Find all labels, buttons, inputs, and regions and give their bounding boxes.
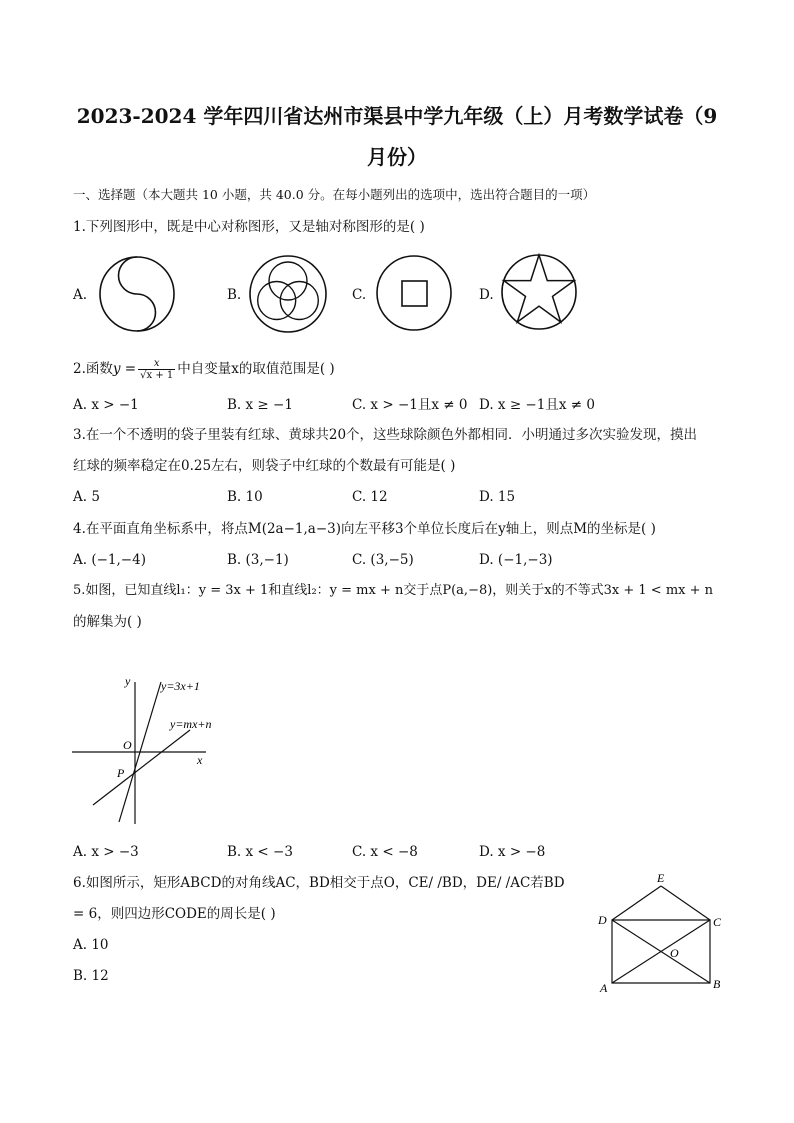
q5-line-graph-figure	[66, 668, 236, 828]
q3-option-d: D. 15	[479, 489, 516, 505]
section-heading: 一、选择题（本大题共 10 小题，共 40.0 分。在每小题列出的选项中，选出符合题目的一项）	[73, 187, 596, 202]
question-6-line1: 6.如图所示，矩形ABCD的对角线AC，BD相交于点O，CE/ /BD，DE/ /AC若BD	[73, 875, 565, 891]
question-4-stem: 4.在平面直角坐标系中，将点M(2a−1,a−3)向左平移3个单位长度后在y轴上，则点M的坐标是( )	[73, 521, 656, 537]
q5-option-b: B. x < −3	[227, 844, 293, 860]
q1-option-c-label: C.	[352, 287, 367, 303]
vertex-d-label: D	[598, 913, 607, 927]
vertex-c-label: C	[713, 915, 722, 929]
q1-yin-yang-figure	[96, 254, 180, 334]
question-5-line2: 的解集为( )	[73, 614, 142, 630]
q5-option-c: C. x < −8	[352, 844, 418, 860]
segment-de	[612, 886, 661, 920]
question-2-stem	[73, 358, 335, 381]
q4-option-c: C. (3,−5)	[352, 552, 414, 568]
q2-frac-den: √x + 1	[140, 370, 174, 381]
q6-option-a: A. 10	[73, 937, 109, 953]
circle	[502, 255, 576, 329]
q2-option-c: C. x > −1且x ≠ 0	[352, 397, 468, 413]
q2-option-d: D. x ≥ −1且x ≠ 0	[479, 397, 595, 413]
question-6-line2: = 6，则四边形CODE的周长是( )	[73, 906, 276, 922]
q1-option-b-label: B.	[227, 287, 242, 303]
q2-option-b: B. x ≥ −1	[227, 397, 293, 413]
vertex-e-label: E	[657, 871, 665, 885]
vertex-a-label: A	[600, 981, 608, 995]
line-l2	[93, 730, 190, 805]
q1-circle-star-figure	[499, 252, 579, 332]
q6-option-b: B. 12	[73, 968, 109, 984]
q5-option-a: A. x > −3	[73, 844, 139, 860]
q2-frac-num: x	[138, 358, 175, 370]
q5-option-d: D. x > −8	[479, 844, 546, 860]
q3-option-c: C. 12	[352, 489, 388, 505]
y-axis-label: y	[125, 674, 131, 688]
center-o-label: O	[670, 946, 679, 960]
vertex-b-label: B	[713, 977, 721, 991]
paper-title-line1: 2023-2024 学年四川省达州市渠县中学九年级（上）月考数学试卷（9	[76, 104, 718, 128]
q2-stem-post: 中自变量x的取值范围是( )	[177, 361, 335, 377]
yinyang-s-curve	[119, 257, 156, 331]
question-3-line1: 3.在一个不透明的袋子里装有红球、黄球共20个，这些球除颜色外都相同．小明通过多次实验发现，摸出	[73, 427, 698, 443]
question-3-line2: 红球的频率稳定在0.25左右，则袋子中红球的个数最有可能是( )	[73, 458, 456, 474]
q3-option-a: A. 5	[73, 489, 100, 505]
circle	[377, 256, 451, 330]
q1-option-a-label: A.	[73, 287, 88, 303]
q4-option-a: A. (−1,−4)	[73, 552, 146, 568]
q4-option-d: D. (−1,−3)	[479, 552, 553, 568]
q6-rectangle-figure	[592, 868, 732, 996]
square	[402, 281, 427, 306]
segment-ce	[661, 886, 710, 920]
q2-fraction	[138, 358, 175, 381]
outer-circle	[250, 256, 326, 332]
origin-label: O	[123, 738, 132, 752]
point-p-label: P	[117, 766, 125, 780]
q2-y-eq: y =	[112, 361, 137, 377]
l1-equation-label: y=3x+1	[161, 679, 200, 693]
x-axis-label: x	[197, 753, 203, 767]
q2-option-a: A. x > −1	[73, 397, 139, 413]
q1-circle-square-figure	[372, 254, 456, 334]
paper-title-line2: 月份）	[367, 145, 427, 169]
q1-three-circles-figure	[246, 254, 330, 334]
q4-option-b: B. (3,−1)	[227, 552, 289, 568]
q3-option-b: B. 10	[227, 489, 263, 505]
question-5-line1: 5.如图，已知直线l₁：y = 3x + 1和直线l₂：y = mx + n交于点P(a,−8)，则关于x的不等式3x + 1 < mx + n	[73, 583, 714, 598]
l2-equation-label: y=mx+n	[170, 717, 212, 731]
question-1-stem: 1.下列图形中，既是中心对称图形，又是轴对称图形的是( )	[73, 219, 425, 235]
q2-stem-pre: 2.函数	[73, 361, 113, 377]
q1-option-d-label: D.	[479, 287, 494, 303]
